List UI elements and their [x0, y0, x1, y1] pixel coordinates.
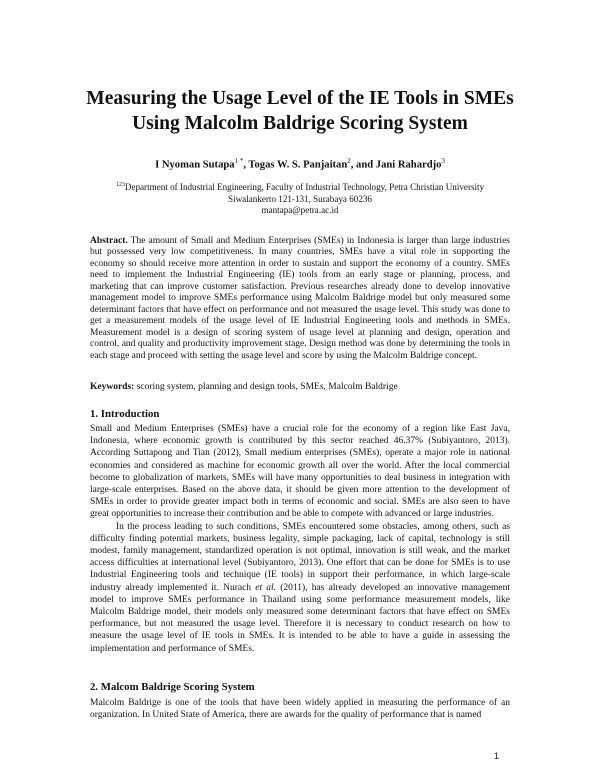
- keywords-text: scoring system, planning and design tools, SMEs, Malcolm Baldrige: [134, 382, 398, 392]
- section-1-heading: 1. Introduction: [90, 408, 160, 420]
- title-line-1: Measuring the Usage Level of the IE Tools in SMEs: [86, 88, 514, 109]
- abstract: [90, 236, 510, 362]
- affiliation-mark: 123: [115, 182, 125, 188]
- author-separator: ,: [243, 159, 249, 171]
- section-2-paragraph-1: Malcolm Baldrige is one of the tools that have been widely applied in measuring the performance of an organization. In United State of America, there are awards for the quality of performance that is named: [90, 698, 510, 721]
- author-1-affil-mark: 1 *: [234, 157, 244, 165]
- affiliation-block: [90, 180, 510, 217]
- section-1-paragraph-1: Small and Medium Enterprises (SMEs) have a crucial role for the economy of a region like East Java, Indonesia, where economic growth is contributed by this sector reached 46.37% (Subiyantoro, 2013). According Suttapong and Tian (2012), Small medium enterprises (SMEs), operate a major role in national economies and considered as machine for economic growth all over the world. After the local commercial become to globalization of markets, SMEs will have many opportunities to deal business in integration with large-scale enterprises. Based on the above data, it should be given more attention to the development of SMEs in order to provide greater impact both in terms of economic and social. SMEs are also seen to have great opportunities to increase their contribution and be able to compete with advanced or large industries.: [90, 424, 510, 520]
- page-number: 1: [494, 751, 500, 761]
- paper-title: [60, 86, 540, 136]
- paragraph-2-text-a: In the process leading to such conditions, SMEs encountered some obstacles, among others, such as difficulty finding potential markets, business legality, simple packaging, lack of capital, technology is still modest, family management, standardized operation is not optimal, innovation is still weak, and the market access difficulties at international level (Subiyantoro, 2013). One effort that can be done for SMEs is to use Industrial Engineering tools and technique (IE tools) in support their performance, in which large-scale industry already implemented it. Nurach: [90, 521, 510, 593]
- paragraph-2-text-b: (2011), has already developed an innovative management model to improve SMEs performance in Thailand using some performance measurement models, like Malcolm Baldrige model, their models only measured some determinant factors that have effect on SMEs performance, but not measured the usage level. Therefore it is necessary to conduct research on how to measure the usage level of IE tools in SMEs. It is intended to be able to have a guide in assessing the implementation and performance of SMEs.: [90, 582, 510, 654]
- author-2-name: Togas W. S. Panjaitan: [248, 159, 348, 171]
- author-3-name: Jani Rahardjo: [375, 159, 442, 171]
- section-1-paragraph-2: [90, 521, 510, 655]
- section-2-body: [90, 697, 510, 721]
- affiliation-email[interactable]: mantapa@petra.ac.id: [261, 205, 339, 216]
- author-separator: , and: [350, 159, 376, 171]
- author-1-name: I Nyoman Sutapa: [155, 159, 235, 171]
- affiliation-department: Department of Industrial Engineering, Faculty of Industrial Technology, Petra Christian University: [124, 182, 485, 193]
- abstract-label: Abstract.: [90, 236, 128, 246]
- paragraph-2-italic: et al.: [255, 582, 277, 593]
- title-line-2: Using Malcolm Baldrige Scoring System: [132, 113, 468, 134]
- abstract-text: The amount of Small and Medium Enterprises (SMEs) in Indonesia is larger than large industries but possessed very low competitiveness. In many countries, SMEs have a vital role in supporting the economy so should receive more attention in order to sustain and support the economy of a country. SMEs need to implement the Industrial Engineering (IE) tools from an early stage or planning, process, and marketing that can improve customer satisfaction. Previous researches already done to develop innovative management model to improve SMEs performance using Malcolm Baldrige model but only measured some determinant factors that have effect on performance and not measured the usage level. This study was done to get a measurement models of the usage level of IE Industrial Engineering tools and methods in SMEs. Measurement model is a design of scoring system of usage level at planning and design, operation and control, and quality and productivity improvement stage. Design method was done by determining the tools in each stage and proceed with setting the usage level and score by using the Malcolm Baldrige concept.: [90, 236, 510, 361]
- author-list: [60, 157, 540, 171]
- section-2-heading: 2. Malcom Baldrige Scoring System: [90, 681, 255, 693]
- affiliation-line-1: [90, 180, 510, 194]
- keywords-label: Keywords:: [90, 382, 135, 392]
- section-1-body: [90, 423, 510, 655]
- affiliation-address: Siwalankerto 121-131, Surabaya 60236: [228, 193, 372, 204]
- author-3-affil-mark: 3: [441, 157, 445, 165]
- author-2-affil-mark: 2: [347, 157, 351, 165]
- keywords: [90, 382, 510, 392]
